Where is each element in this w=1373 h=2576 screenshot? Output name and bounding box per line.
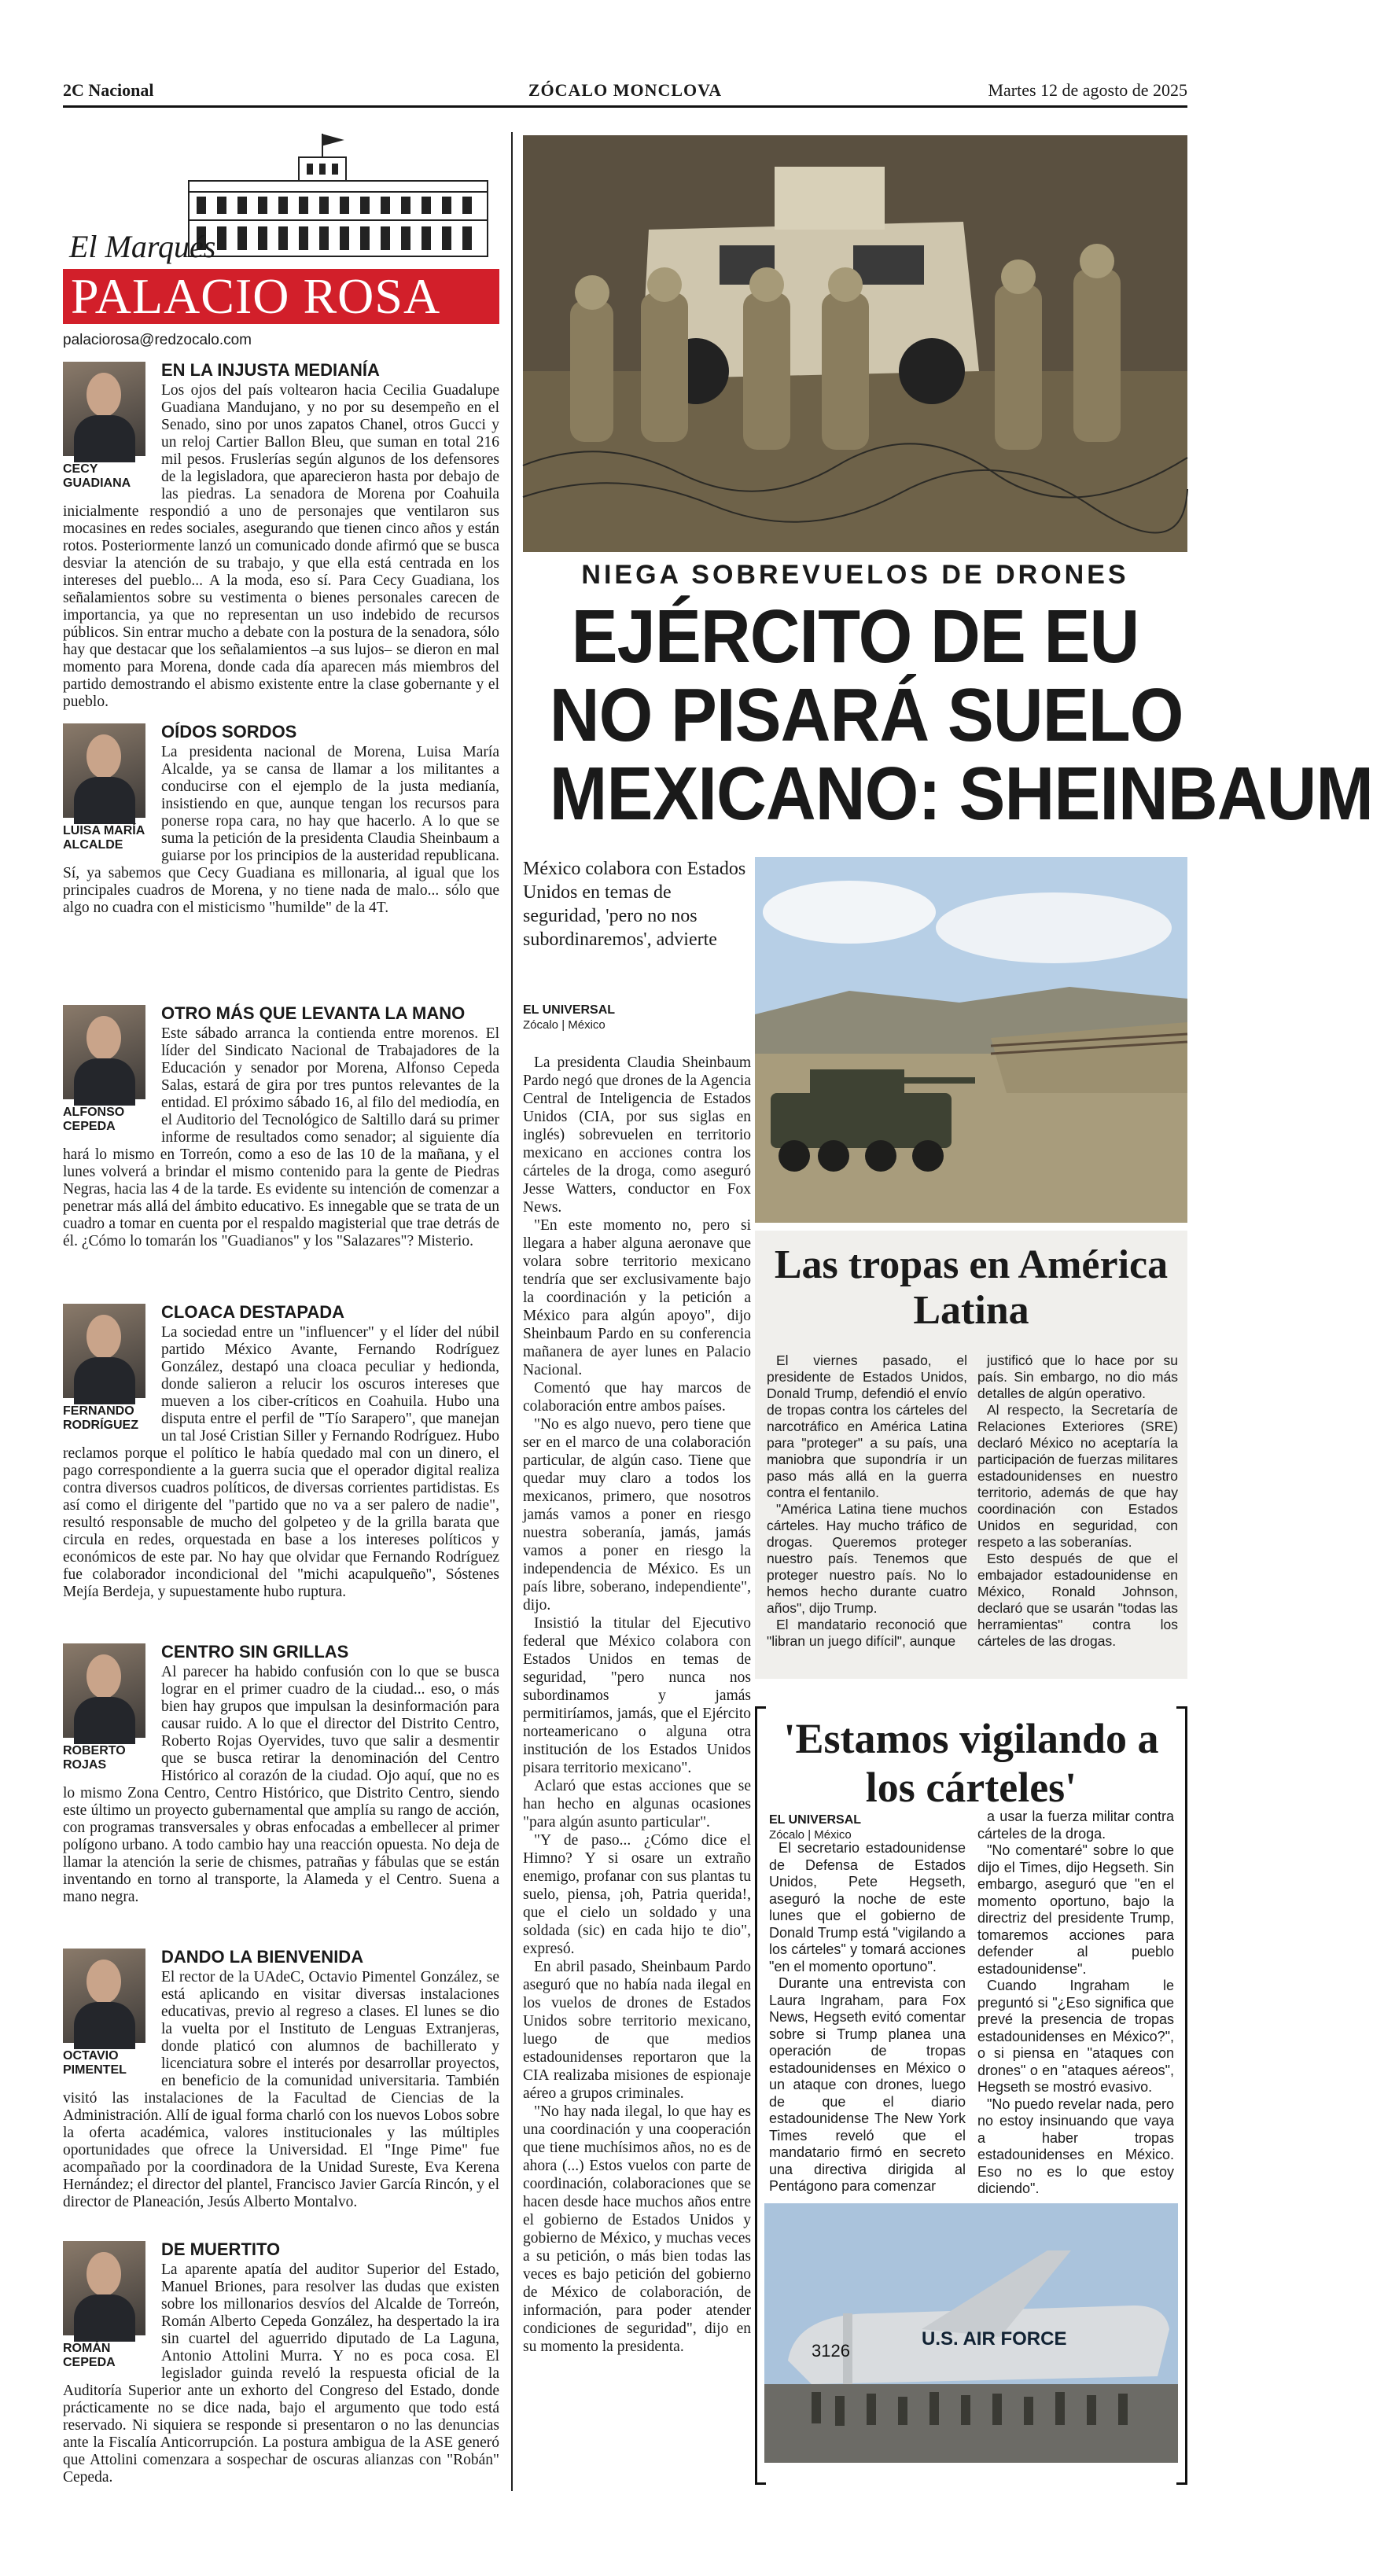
sidebar-title: Las tropas en América Latina bbox=[774, 1242, 1169, 1333]
column-item bbox=[63, 1304, 499, 1642]
sidebar-paragraph: El mandatario reconoció que "libran un juego difícil", aunque bbox=[767, 1617, 967, 1649]
item-heading: DANDO LA BIENVENIDA bbox=[161, 1947, 364, 1967]
soldiers-photo bbox=[523, 135, 1187, 552]
byline-place: Zócalo | México bbox=[769, 1828, 852, 1842]
sidebar-byline bbox=[769, 1812, 966, 1842]
sidebar-column bbox=[769, 1840, 966, 2195]
sidebar-paragraph: Al respecto, la Secretaría de Relaciones Exteriores (SRE) declaró México no aceptaría la participación de fuerzas militares estadounidenses en nuestro territorio, además de que hay coordinación con Estados Unidos en seguridad, con respeto a las soberanías. bbox=[977, 1402, 1178, 1550]
item-heading: DE MUERTITO bbox=[161, 2239, 281, 2259]
sidebar-column bbox=[767, 1352, 967, 1650]
sidebar-paragraph: a usar la fuerza militar contra cárteles de la droga. bbox=[977, 1809, 1174, 1842]
column-item bbox=[63, 1005, 499, 1304]
palace-building-illustration bbox=[181, 134, 495, 259]
byline-org: EL UNIVERSAL bbox=[769, 1813, 862, 1827]
column-divider bbox=[511, 132, 513, 2491]
item-text: La sociedad entre un "influencer" y el líder del núbil partido México Avante, Fernando Rodríguez González, destapó una cloaca peculiar y hedionda, donde salieron a relucir los oscuros intereses que mueven a los ciber-críticos en Coahuila. Hubo una disputa entre el perfil de "Tío Sarapero", que manejan un tal José Cristian Siller y Fernando Rodríguez. Hubo reclamos porque el político le había quedado mal con un dinero, el pago correspondiente a la guerra sucia que el operador digital realiza contra diversos cuadros políticos, de diversas corrientes partidistas. Es así como el dirigente del "partido que no va a ser palero de nadie", resultó responsable de mucho del golpeteo y de la grilla barata que circula en redes, orquestada en base a los intereses políticos y económicos de este par. No hay que olvidar que Fernando Rodríguez fue colaborador incondicional del "michi acapulqueño", Sóstenes Mejía Berdeja, y supuestamente hubo ruptura. bbox=[63, 1324, 499, 1600]
column-author: El Marqués bbox=[69, 229, 216, 264]
story-paragraph: "En este momento no, pero si llegara a haber alguna aeronave que volara sobre territorio mexicano tendría que ser exclusivamente bajo la coordinación y la petición a México para algún apoyo", dijo Sheinbaum Pardo en su conferencia mañanera de ayer lunes en Palacio Nacional. bbox=[523, 1217, 751, 1378]
sidebar-paragraph: "No comentaré" sobre lo que dijo el Times, dijo Hegseth. Sin embargo, aseguró que "en el momento oportuno, bajo la directriz del presidente Trump, tomaremos acciones para defender al pueblo estadounidense". bbox=[977, 1842, 1174, 1977]
sidebar-paragraph: Cuando Ingraham le preguntó si "¿Eso significa que prevé la presencia de tropas estadounidenses en México?", o si piensa en "ataques con drones" o en "ataques aéreos", Hegseth se mostró evasivo. bbox=[977, 1978, 1174, 2095]
item-text: La presidenta nacional de Morena, Luisa María Alcalde, ya se cansa de llamar a los militantes a conducirse con el ejemplo de la justa medianía, insistiendo en que, aunque tengan los recursos para ponerse ropa cara, no hay que hacerlo. A lo que se suma la petición de la presidenta Claudia Sheinbaum a guiarse por los principios de la austeridad republicana. Sí, ya sabemos que Cecy Guadiana es millonaria, al igual que los principales cuadros de Morena, y no tiene nada de malo... sólo que algo no cuadra con el misticismo "humilde" de la 4T. bbox=[63, 744, 499, 916]
sidebar-column bbox=[977, 1352, 1178, 1650]
sidebar-paragraph: El secretario estadounidense de Defensa de Estados Unidos, Pete Hegseth, aseguró la noche de este lunes que el gobierno de Donald Trump está "vigilando a los cárteles" y tomará acciones "en el momento oportuno". bbox=[769, 1840, 966, 1974]
sidebar-paragraph: "América Latina tiene muchos cárteles. Hay mucho tráfico de drogas. Queremos proteger nuestro país. Tenemos que proteger nuestro país. No lo hemos hecho durante cuatro años", dijo Trump. bbox=[767, 1501, 967, 1616]
border-vehicles-photo bbox=[755, 857, 1187, 1223]
story-deck: México colabora con Estados Unidos en temas de seguridad, 'pero no nos subordinaremos', advierte bbox=[523, 859, 746, 950]
sidebar-column bbox=[977, 1809, 1174, 2198]
story-paragraph: "No es algo nuevo, pero tiene que ser en el marco de una colaboración particular, de algún caso. Tiene que quedar muy claro a todos los mexicanos, primero, que nosotros jamás vamos a poner en riesgo nuestra soberanía, jamás, jamás vamos a poner en riesgo la independencia de México. Es un país libre, soberano, independiente", dijo. bbox=[523, 1416, 751, 1614]
section-label: 2C Nacional bbox=[63, 80, 154, 100]
headline-line: EJÉRCITO DE EU bbox=[571, 594, 1139, 679]
plane-number: 3126 bbox=[812, 2341, 850, 2361]
vigilando-sidebar bbox=[755, 1706, 1187, 2485]
masthead bbox=[63, 75, 1187, 107]
story-byline bbox=[523, 1003, 751, 1032]
portrait-name: OCTAVIO PIMENTEL bbox=[63, 2049, 127, 2077]
masthead-rule bbox=[63, 105, 1187, 108]
item-heading: CLOACA DESTAPADA bbox=[161, 1302, 345, 1322]
item-heading: EN LA INJUSTA MEDIANÍA bbox=[161, 360, 380, 380]
story-paragraph: Aclaró que estas acciones que se han hecho en algunas ocasiones "para algún asunto particular". bbox=[523, 1778, 751, 1831]
portrait-name: FERNANDO RODRÍGUEZ bbox=[63, 1404, 138, 1432]
portrait-name: ROBERTO ROJAS bbox=[63, 1744, 126, 1772]
item-text: El rector de la UAdeC, Octavio Pimentel González, se está aplicando en visitar diversas instalaciones educativas, previo al regreso a clases. El lunes se dio la vuelta por el Instituto de Lenguas Extranjeras, donde platicó con alumnos de bachillerato y licenciatura sobre el interés por desarrollar proyectos, en beneficio de la comunidad universitaria. También visitó las instalaciones de la Facultad de Ciencias de la Administración. Allí de igual forma charló con los nuevos Lobos sobre la oferta académica, valores institucionales y las múltiples oportunidades que ofrece la Universidad. El "Inge Pime" fue acompañado por la coordinadora de la Unidad Sureste, Eva Kerena Hernández; el director del plantel, Francisco Javier García Rincón, y el director de Planeación, Jesús Alberto Montalvo. bbox=[63, 1969, 499, 2210]
column-email: palaciorosa@redzocalo.com bbox=[63, 332, 252, 348]
sidebar-paragraph: El viernes pasado, el presidente de Estados Unidos, Donald Trump, defendió el envío de tropas contra los cárteles del narcotráfico en América Latina para "proteger" a su país, una maniobra que supondría ir un paso más allá en la guerra contra el fentanilo. bbox=[767, 1352, 967, 1500]
air-force-plane-photo bbox=[764, 2203, 1178, 2463]
portrait-name: ALFONSO CEPEDA bbox=[63, 1106, 125, 1133]
story-kicker: NIEGA SOBREVUELOS DE DRONES bbox=[581, 560, 1129, 590]
item-text: Los ojos del país voltearon hacia Cecilia Guadalupe Guadiana Mandujano, y no por su desempeño en el Senado, sino por unos zapatos Chanel, otros Gucci y un reloj Cartier Ballon Bleu, que suman en total 216 mil pesos. Fruslerías según algunos de los defensores de la legisladora, que aparecieron hasta por debajo de las piedras. La senadora de Morena por Coahuila inicialmente respondió a uno de personajes que ventilaron sus mocasines en redes sociales, asegurando que tienen cinco años y están rotos. Posteriormente lanzó un comunicado donde afirmó que se busca desviar la atención de su trabajo, y que ella está centrada en los intereses del pueblo... A la moda, eso sí. Para Cecy Guadiana, los señalamientos sobre su vestimenta o bienes personales carecen de importancia, ya que no representan un uso indebido de recursos públicos. Sin entrar mucho a debate con la postura de la senadora, sólo hay que destacar que los señalamientos –a sus lujos– se dieron en mal momento para Morena, donde cada día aparecen más miembros del partido demostrando el abismo existente entre la clase gobernante y el pueblo. bbox=[63, 382, 499, 710]
story-paragraph: En abril pasado, Sheinbaum Pardo aseguró que no había nada ilegal en los vuelos de drones de Estados Unidos sobre territorio mexicano, luego de que medios estadounidenses reportaron que la CIA realizaba misiones de espionaje aéreo a grupos criminales. bbox=[523, 1959, 751, 2102]
portrait-name: LUISA MARÍA ALCALDE bbox=[63, 824, 145, 852]
tropas-sidebar bbox=[755, 1231, 1187, 1679]
item-text: La aparente apatía del auditor Superior del Estado, Manuel Briones, para resolver las dudas que existen sobre los millonarios desvíos del Alcalde de Torreón, Román Alberto Cepeda González, ha despertado la ira sin cuartel del aguerrido diputado de La Laguna, Antonio Attolini Murra. Y no es poca cosa. El legislador guinda reveló la respuesta oficial de la Auditoría Superior ante un exhorto del Congreso del Estado, donde prácticamente no se dice nada, bajo el argumento que todo está reservado. Ni siquiera se responde si presentaron o no las denuncias ante la Fiscalía Anticorrupción. La postura ambigua de la ASE generó que Attolini comenzara a sospechar de oscuras alianzas con "Robán" Cepeda. bbox=[63, 2261, 499, 2486]
item-text: Este sábado arranca la contienda entre morenos. El líder del Sindicato Nacional de Trabajadores de la Educación y senador por Morena, Alfonso Cepeda Salas, estará de gira por tres puntos relevantes de la entidad. El próximo sábado 16, al filo del mediodía, en el Auditorio del Tecnológico de Saltillo dará su primer informe de resultados como senador; al siguiente día hará lo mismo en Torreón, como a eso de las 10 de la mañana, y el lunes volverá a brindar el mismo contenido para la gente de Piedras Negras, hacia las 4 de la tarde. Es evidente su intención de comenzar a penetrar más allá del ámbito educativo. Es innegable que se trata de un cuadro a tomar en cuenta por el respaldo magisterial que trae detrás de él. ¿Cómo lo tomarán los "Guadianos" y los "Salazares"? Misterio. bbox=[63, 1025, 499, 1249]
headline-line: NO PISARÁ SUELO bbox=[549, 673, 1183, 757]
headline-line: MEXICANO: SHEINBAUM bbox=[549, 752, 1373, 836]
item-heading: OTRO MÁS QUE LEVANTA LA MANO bbox=[161, 1003, 466, 1023]
column-title: PALACIO ROSA bbox=[71, 268, 441, 324]
column-item bbox=[63, 2239, 499, 2486]
sidebar-paragraph: justificó que lo hace por su país. Sin embargo, no dio más detalles de algún operativo. bbox=[977, 1352, 1178, 1401]
story-paragraph: Comentó que hay marcos de colaboración entre ambos países. bbox=[523, 1380, 751, 1415]
byline-place: Zócalo | México bbox=[523, 1018, 606, 1032]
sidebar-title: 'Estamos vigilando a los cárteles' bbox=[783, 1715, 1159, 1811]
story-body bbox=[523, 1054, 751, 2356]
column-item bbox=[63, 360, 499, 710]
story-headline bbox=[549, 594, 1373, 836]
story-paragraph: Insistió la titular del Ejecutivo federal que México colabora con Estados Unidos en temas de seguridad, "pero nunca nos subordinamos y jamás permitiríamos, jamás, que el Ejército norteamericano o alguna otra institución de los Estados Unidos pisara territorio mexicano". bbox=[523, 1615, 751, 1776]
plane-label: U.S. AIR FORCE bbox=[922, 2328, 1067, 2350]
portrait-name: ROMÁN CEPEDA bbox=[63, 2342, 116, 2369]
column-item bbox=[63, 1643, 499, 1926]
item-heading: OÍDOS SORDOS bbox=[161, 722, 297, 742]
palacio-title-bar bbox=[63, 269, 499, 324]
sidebar-paragraph: Durante una entrevista con Laura Ingraham, para Fox News, Hegseth evitó comentar sobre si Trump planea una operación de tropas estadounidenses en México o un ataque con drones, luego de que el diario estadounidense The New York Times reveló que el mandatario firmó en secreto una directiva dirigida al Pentágono para comenzar bbox=[769, 1975, 966, 2194]
issue-date: Martes 12 de agosto de 2025 bbox=[988, 80, 1187, 100]
sidebar-paragraph: Esto después de que el embajador estadounidense en México, Ronald Johnson, declaró que se usarán "todas las herramientas" contra los cárteles de las drogas. bbox=[977, 1551, 1178, 1649]
story-paragraph: "No hay nada ilegal, lo que hay es una coordinación y una cooperación que tiene muchísimos años, no es de ahora (...) Estos vuelos con parte de coordinación, colaboraciones que se hacen desde hace muchos años entre el gobierno de Estados Unidos y gobierno de México, y muchas veces a su petición, o más bien todas las veces es bajo petición del gobierno de México de colaboración, de información, para poder atender condiciones de seguridad", dijo en su momento la presidenta. bbox=[523, 2103, 751, 2355]
box-bracket-right bbox=[1176, 1706, 1187, 2485]
column-item bbox=[63, 723, 499, 944]
publication-name: ZÓCALO MONCLOVA bbox=[528, 80, 723, 100]
story-paragraph: La presidenta Claudia Sheinbaum Pardo negó que drones de la Agencia Central de Inteligencia de Estados Unidos (CIA, por sus siglas en inglés) sobrevuelen en territorio mexicano en acciones contra los cárteles de la droga, como aseguró Jesse Watters, conductor en Fox News. bbox=[523, 1054, 751, 1216]
palacio-rosa-column bbox=[63, 126, 499, 2485]
portrait-name: CECY GUADIANA bbox=[63, 462, 131, 490]
item-heading: CENTRO SIN GRILLAS bbox=[161, 1642, 349, 1662]
byline-org: EL UNIVERSAL bbox=[523, 1003, 616, 1017]
palacio-rosa-logo bbox=[63, 134, 499, 348]
story-paragraph: "Y de paso... ¿Cómo dice el Himno? Y si osare un extraño enemigo, profanar con sus plantas tu suelo, piensa, ¡oh, Patria querida!, que el cielo un soldado y una soldada (sic) en cada hijo te dio", expresó. bbox=[523, 1832, 751, 1957]
sidebar-paragraph: "No puedo revelar nada, pero no estoy insinuando que vaya a haber tropas estadounidenses en México. Eso no es lo que estoy diciendo". bbox=[977, 2096, 1174, 2196]
column-item bbox=[63, 1949, 499, 2239]
item-text: Al parecer ha habido confusión con lo que se busca lograr en el primer cuadro de la ciudad... eso, o más bien hay grupos que impulsan la desinformación para causar ruido. A lo que el director del Distrito Centro, Roberto Rojas Oyervides, tuvo que salir a desmentir que se busca retirar la denominación del Centro Histórico al corazón de la ciudad. Ojo aquí, que no es lo mismo Zona Centro, Centro Histórico, que Distrito Centro, siendo este último un proyecto gubernamental que amplía su rango de acción, con programas transversales y obras enfocadas a embellecer al primer polígono urbano. A todo cambio hay una reacción opuesta. No deja de llamar la atención la serie de chismes, patrañas y fábulas que se están inventando en torno al transporte, la Alameda y el Centro. Suena a mano negra. bbox=[63, 1664, 499, 1905]
